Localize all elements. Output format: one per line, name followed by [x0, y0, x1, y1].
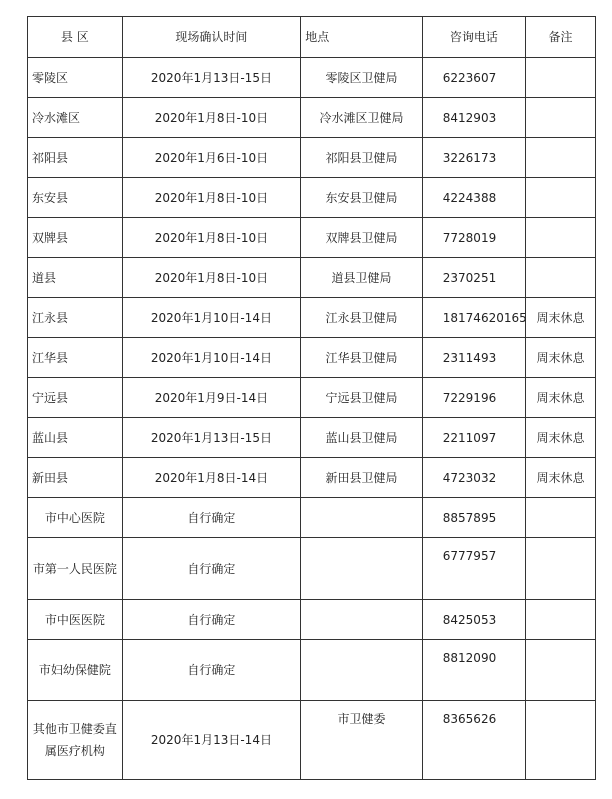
time-cell: 2020年1月13日-15日 [122, 58, 301, 98]
time-cell: 2020年1月13日-14日 [122, 701, 301, 780]
header-row [28, 17, 596, 58]
table-row [28, 701, 596, 780]
note-cell [526, 701, 596, 780]
phone-cell: 6223607 [422, 58, 525, 98]
place-cell: 道县卫健局 [301, 258, 423, 298]
county-cell: 宁远县 [28, 378, 123, 418]
time-cell: 2020年1月6日-10日 [122, 138, 301, 178]
phone-cell: 4224388 [422, 178, 525, 218]
note-cell [526, 640, 596, 701]
note-cell: 周末休息 [526, 298, 596, 338]
time-cell: 自行确定 [122, 600, 301, 640]
note-cell [526, 178, 596, 218]
county-cell: 江永县 [28, 298, 123, 338]
note-cell [526, 138, 596, 178]
county-cell: 东安县 [28, 178, 123, 218]
header-phone: 咨询电话 [422, 17, 525, 58]
county-cell: 市第一人民医院 [28, 538, 123, 600]
note-cell [526, 498, 596, 538]
place-cell [301, 640, 423, 701]
time-cell: 2020年1月9日-14日 [122, 378, 301, 418]
table-row [28, 538, 596, 600]
time-cell: 2020年1月8日-14日 [122, 458, 301, 498]
time-cell: 2020年1月8日-10日 [122, 98, 301, 138]
table-row [28, 338, 596, 378]
note-cell: 周末休息 [526, 418, 596, 458]
phone-cell: 8857895 [422, 498, 525, 538]
place-cell [301, 600, 423, 640]
county-cell: 市中心医院 [28, 498, 123, 538]
place-cell [301, 538, 423, 600]
table-row [28, 600, 596, 640]
confirmation-schedule-table [27, 16, 596, 780]
note-cell: 周末休息 [526, 458, 596, 498]
note-cell [526, 538, 596, 600]
phone-cell: 2211097 [422, 418, 525, 458]
table-row [28, 178, 596, 218]
county-cell: 其他市卫健委直属医疗机构 [28, 701, 123, 780]
phone-cell: 6777957 [422, 538, 525, 600]
county-cell: 祁阳县 [28, 138, 123, 178]
county-cell: 蓝山县 [28, 418, 123, 458]
place-cell: 冷水滩区卫健局 [301, 98, 423, 138]
time-cell: 2020年1月8日-10日 [122, 178, 301, 218]
table-row [28, 458, 596, 498]
phone-cell: 18174620165 [422, 298, 525, 338]
table-row [28, 298, 596, 338]
place-cell: 宁远县卫健局 [301, 378, 423, 418]
table-row [28, 258, 596, 298]
note-cell [526, 258, 596, 298]
phone-cell: 8412903 [422, 98, 525, 138]
county-cell: 市妇幼保健院 [28, 640, 123, 701]
place-cell: 蓝山县卫健局 [301, 418, 423, 458]
place-cell [301, 498, 423, 538]
county-cell: 双牌县 [28, 218, 123, 258]
table-row [28, 640, 596, 701]
time-cell: 自行确定 [122, 538, 301, 600]
table-row [28, 58, 596, 98]
note-cell [526, 600, 596, 640]
phone-cell: 8425053 [422, 600, 525, 640]
table-row [28, 98, 596, 138]
time-cell: 自行确定 [122, 640, 301, 701]
table-row [28, 378, 596, 418]
phone-cell: 7229196 [422, 378, 525, 418]
header-place: 地点 [301, 17, 423, 58]
header-time: 现场确认时间 [122, 17, 301, 58]
place-cell: 祁阳县卫健局 [301, 138, 423, 178]
place-cell: 市卫健委 [301, 701, 423, 780]
note-cell: 周末休息 [526, 378, 596, 418]
place-cell: 江永县卫健局 [301, 298, 423, 338]
county-cell: 零陵区 [28, 58, 123, 98]
time-cell: 2020年1月8日-10日 [122, 258, 301, 298]
note-cell [526, 58, 596, 98]
phone-cell: 8365626 [422, 701, 525, 780]
place-cell: 新田县卫健局 [301, 458, 423, 498]
note-cell: 周末休息 [526, 338, 596, 378]
county-cell: 江华县 [28, 338, 123, 378]
table-row [28, 138, 596, 178]
table-row [28, 418, 596, 458]
phone-cell: 7728019 [422, 218, 525, 258]
time-cell: 2020年1月10日-14日 [122, 338, 301, 378]
phone-cell: 3226173 [422, 138, 525, 178]
phone-cell: 2311493 [422, 338, 525, 378]
county-cell: 市中医医院 [28, 600, 123, 640]
header-county: 县 区 [28, 17, 123, 58]
phone-cell: 2370251 [422, 258, 525, 298]
phone-cell: 8812090 [422, 640, 525, 701]
county-cell: 新田县 [28, 458, 123, 498]
header-note: 备注 [526, 17, 596, 58]
time-cell: 自行确定 [122, 498, 301, 538]
table-row [28, 498, 596, 538]
place-cell: 双牌县卫健局 [301, 218, 423, 258]
table-row [28, 218, 596, 258]
phone-cell: 4723032 [422, 458, 525, 498]
time-cell: 2020年1月13日-15日 [122, 418, 301, 458]
place-cell: 零陵区卫健局 [301, 58, 423, 98]
place-cell: 东安县卫健局 [301, 178, 423, 218]
time-cell: 2020年1月8日-10日 [122, 218, 301, 258]
county-cell: 冷水滩区 [28, 98, 123, 138]
time-cell: 2020年1月10日-14日 [122, 298, 301, 338]
place-cell: 江华县卫健局 [301, 338, 423, 378]
county-cell: 道县 [28, 258, 123, 298]
note-cell [526, 98, 596, 138]
note-cell [526, 218, 596, 258]
